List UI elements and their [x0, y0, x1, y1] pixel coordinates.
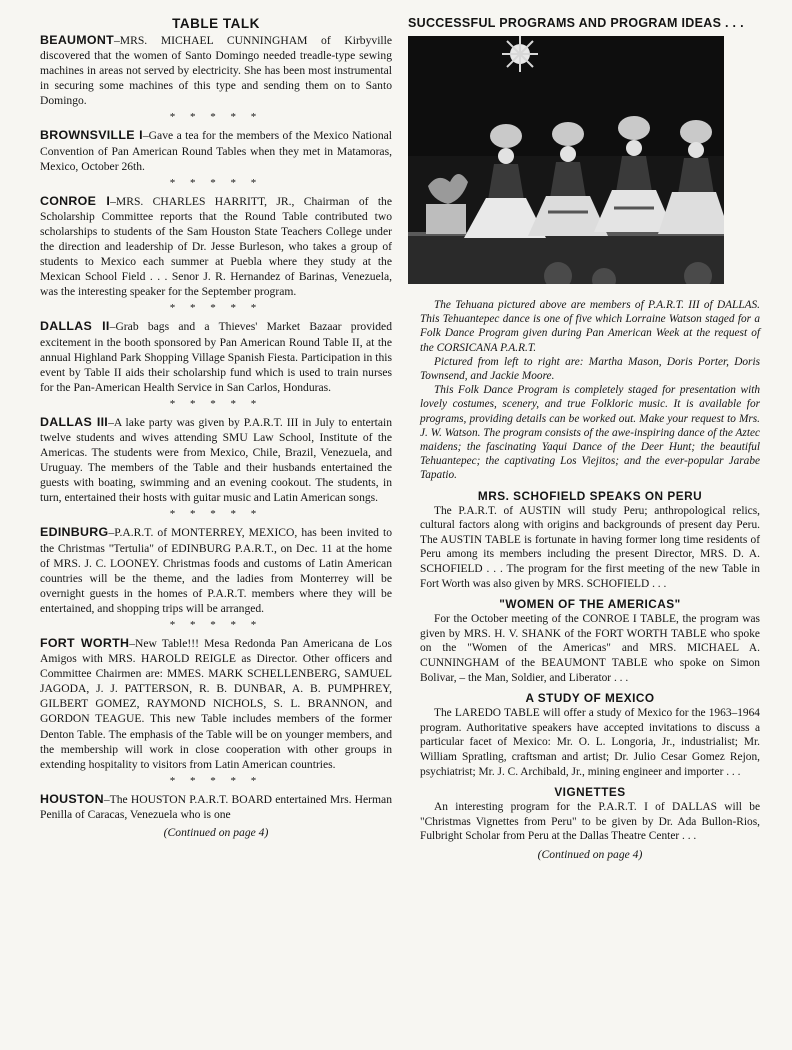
left-column — [40, 16, 392, 839]
entry-edinburg — [40, 525, 392, 616]
entry-conroe — [40, 194, 392, 300]
continued-note: (Continued on page 4) — [163, 826, 269, 840]
entry-place: DALLAS II — [40, 319, 110, 334]
caption-paragraph: The Tehuana pictured above are members of P.A.R.T. III of DALLAS. This Tehuantepec dance is one of five which Lorraine Watson staged for a Folk Dance Program given during Pan American Week at the request of the CORSICANA P.A.R.T. — [420, 299, 760, 354]
entry-dallas-iii — [40, 415, 392, 506]
section-text: The LAREDO TABLE will offer a study of Mexico for the 1963–1964 program. Authoritative speakers have accepted invitations to discuss a particular facet of Mexico: Mr. O. L. Longoria, Jr., industrialist; Mr. William Spratling, craftsman and artist; Dr. Julio Cesar Gomez Rejon, psychiatrist; Mr. J. C. Archibald, Jr., mining engineer and importer . . . — [420, 707, 760, 778]
table-talk-heading: TABLE TALK — [172, 16, 260, 31]
section-heading: VIGNETTES — [554, 785, 626, 800]
dancers-photo-drawing — [408, 36, 724, 284]
star-divider: * * * * * — [169, 397, 263, 410]
photo-caption — [420, 298, 760, 483]
entry-text: –MRS. CHARLES HARRITT, JR., Chairman of the Scholarship Committee reports that the Round Table contributed two scholarships to students of the Sam Houston State Teachers College under the direction and leadership of Dr. Jesse Burleson, who takes a group of students to Mexico each summer at Puebla where they study at the Mexican School Field . . . Senor J. R. Hernandez of Barinas, Venezuela, was the interesting speaker for the September program. — [40, 194, 392, 299]
section-text: The P.A.R.T. of AUSTIN will study Peru; anthropological relics, cultural factors along with origins and backgrounds of present day Peru. The AUSTIN TABLE is fortunate in having former long time residents of Peru among its members including the present Director, MRS. D. A. SCHOFIELD . . . The program for the first meeting of the new Table in Fort Worth was also given by MRS. SCHOFIELD . . . — [420, 504, 760, 590]
programs-heading: SUCCESSFUL PROGRAMS AND PROGRAM IDEAS . . . — [408, 16, 744, 30]
caption-paragraph: Pictured from left to right are: Martha Mason, Doris Porter, Doris Townsend, and Jackie Moore. — [420, 355, 760, 383]
section-text: For the October meeting of the CONROE I TABLE, the program was given by MRS. H. V. SHANK of the FORT WORTH TABLE who spoke on the "Women of the Americas" and MRS. MICHAEL A. CUNNINGHAM of the BEAUMONT TABLE who spoke on Simon Bolivar, – the Man, Soldier, and Liberator . . . — [420, 613, 760, 684]
entry-place: CONROE I — [40, 193, 111, 208]
entry-houston — [40, 792, 392, 822]
entry-fort-worth — [40, 636, 392, 772]
star-divider: * * * * * — [169, 619, 263, 631]
dancers-photo — [408, 36, 724, 284]
section-heading: "WOMEN OF THE AMERICAS" — [499, 597, 681, 612]
caption-paragraph: This Folk Dance Program is completely staged for presentation with lovely costumes, scenery, and true Folkloric music. It is available for programs, providing details can be worked out. Make your request to Mrs. J. W. Watson. The program consists of the awe-inspiring dance of the Aztec maidens; the fascinating Yaqui Dance of the Deer Hunt; the beautiful Tehuantepec; the captivating Los Viejitos; and the ever-popular Jarabe Tapatio. — [420, 384, 760, 482]
star-divider: * * * * * — [169, 302, 263, 315]
entry-text: –P.A.R.T. of MONTERREY, MEXICO, has been invited to the Christmas "Tertulia" of EDINBURG P.A.R.T., on Dec. 11 at the home of MRS. J. C. LOONEY. Christmas foods and customs of Latin American countries will be the theme, and the ladies from Monterrey will be overnight guests in the homes of P.A.R.T. members where they will be entertained, and shopping trips will be arranged. — [40, 526, 392, 615]
section-heading: MRS. SCHOFIELD SPEAKS ON PERU — [477, 488, 703, 503]
entry-place: EDINBURG — [40, 525, 109, 540]
entry-dallas-ii — [40, 319, 392, 394]
entry-text: –Gave a tea for the members of the Mexico National Convention of Pan American Round Tables when they met in Matamoras, Mexico, October 26th. — [40, 129, 392, 173]
entry-place: FORT WORTH — [40, 636, 130, 650]
section-heading: A STUDY OF MEXICO — [525, 691, 655, 706]
sun-decoration — [502, 36, 538, 72]
star-divider: * * * * * — [169, 111, 263, 124]
entry-brownsville — [40, 128, 392, 173]
entry-text: –A lake party was given by P.A.R.T. III in July to entertain twelve students and wives attending SMU Law School, Institute of the Americas. The students were from Mexico, Chile, Brazil, Venezuela, and Uruguay. The members of the Table and their husbands entertained the guests with boating, swimming and an evening cookout. The students, in turn, entertained their hosts with guitar music and Latin American songs. — [40, 415, 392, 505]
right-column — [408, 16, 760, 861]
star-divider: * * * * * — [169, 508, 263, 521]
entry-text: –The HOUSTON P.A.R.T. BOARD entertained Mrs. Herman Penilla of Caracas, Venezuela who is one — [40, 792, 392, 821]
entry-place: HOUSTON — [40, 791, 104, 806]
entry-place: BEAUMONT — [40, 33, 114, 47]
entry-text: –New Table!!! Mesa Redonda Pan Americana de Los Amigos with MRS. HAROLD REIGLE as Director. Other officers and Committee Chairmen are: MMES. MARK SCHELLENBERG, SAMUEL JAGODA, J. J. PATTERSON, R. B. DUNBAR, A. B. PUMPHREY, GILBERT GOMEZ, RAYMOND NICHOLS, S. L. BRANNON, and GORDON TEAGUE. This new Table includes members of the former Denton Table. The emphasis of the Table will be on younger members, and the membership will work in close cooperation with other groups in extending hospitality to visitors from Latin American countries. — [40, 637, 392, 771]
entry-text: –Grab bags and a Thieves' Market Bazaar provided excitement in the booth sponsored by Pan American Round Table II, at the annual Highland Park Shopping Village Spanish Fiesta. Participation in this event by Table II aids their scholarship fund which is used to train nurses for the Pan-American Health Service in San Carlos, Honduras. — [40, 320, 392, 394]
entry-beaumont — [40, 33, 392, 108]
entry-place: BROWNSVILLE I — [40, 128, 143, 143]
star-divider: * * * * * — [169, 774, 263, 787]
section-text: An interesting program for the P.A.R.T. I of DALLAS will be "Christmas Vignettes from Peru" to be given by Dr. Ada Bullon-Rios, Fulbright Scholar from Peru at the Dallas Theatre Center . . . — [420, 801, 760, 843]
entry-text: –MRS. MICHAEL CUNNINGHAM of Kirbyville discovered that the women of Santo Domingo needed treadle-type sewing machines in areas not served by electricity. She has been most instrumental in securing some machines of this type and sending them on to Santo Domingo. — [40, 34, 392, 108]
entry-place: DALLAS III — [40, 414, 109, 429]
star-divider: * * * * * — [169, 176, 263, 189]
continued-note: (Continued on page 4) — [537, 847, 643, 861]
